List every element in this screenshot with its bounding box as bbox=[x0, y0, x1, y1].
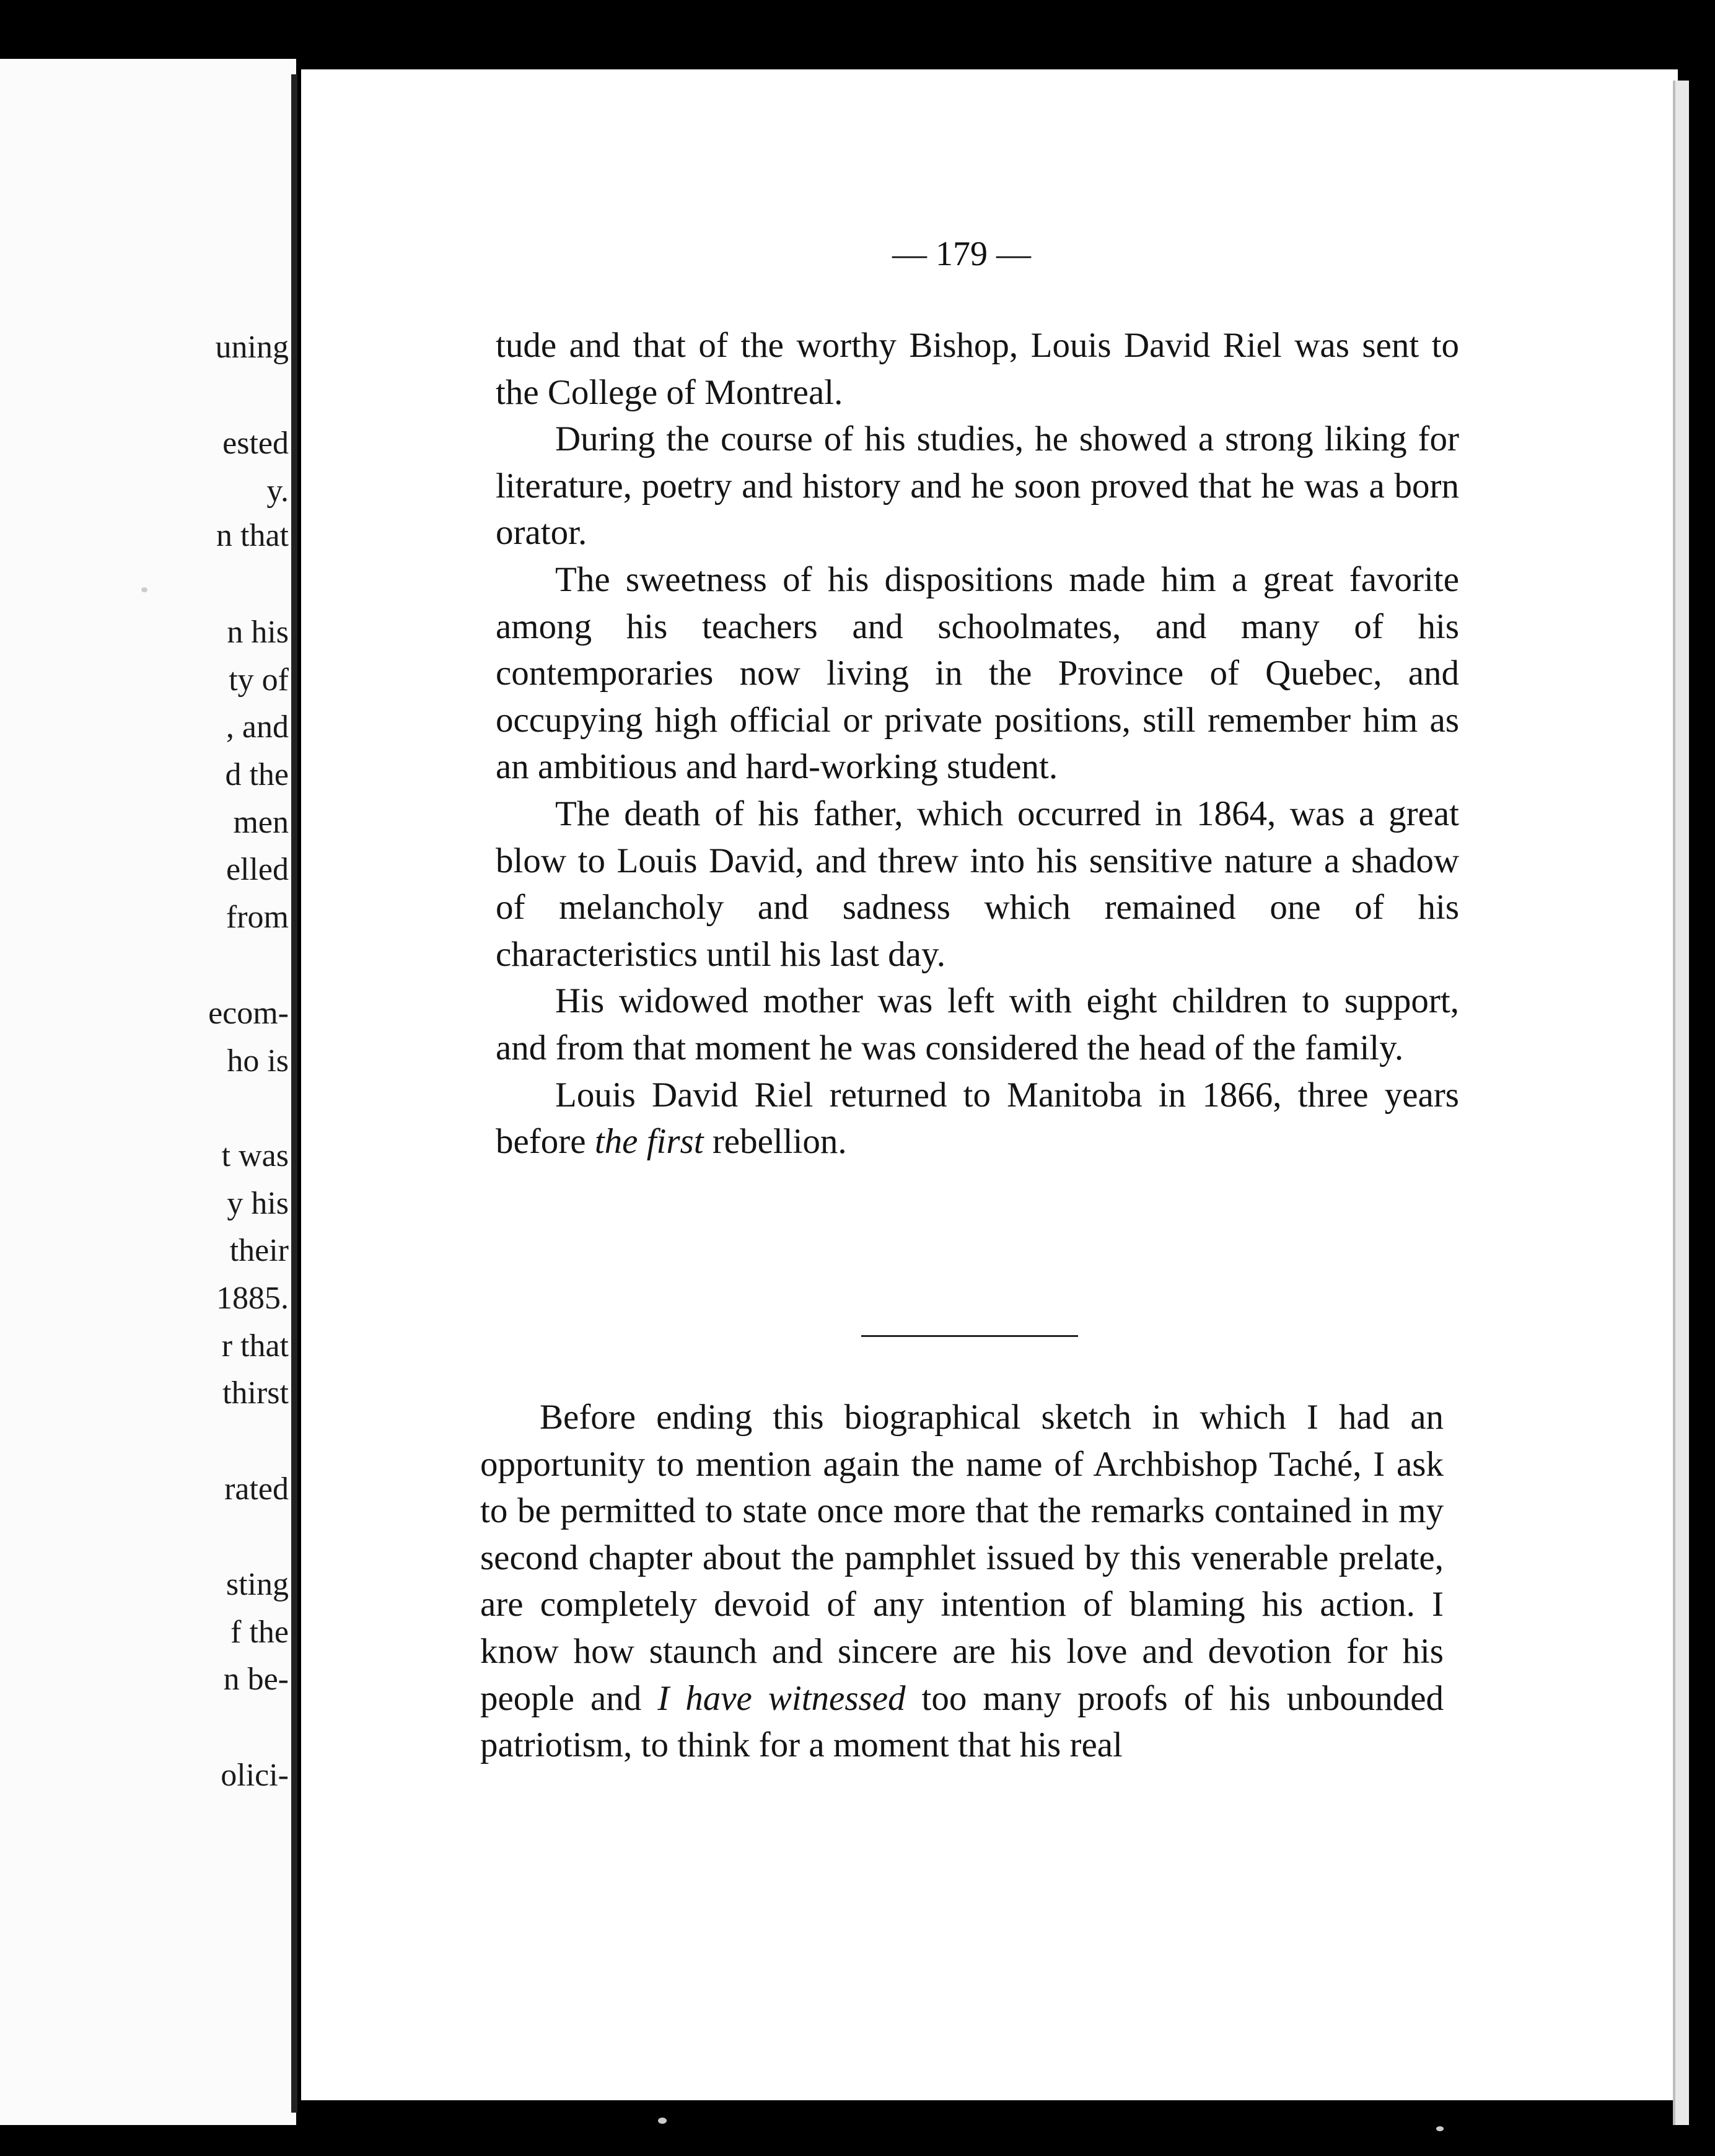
paragraph: His widowed mother was left with eight children to support, and from that moment he was considered the head of the family. bbox=[496, 981, 1459, 1067]
paragraph bbox=[496, 1072, 1459, 1165]
paragraph bbox=[480, 1394, 1444, 1769]
left-page-fragment: 1885. bbox=[216, 1281, 289, 1316]
left-page-fragment: r that bbox=[221, 1328, 289, 1364]
left-page-fragment: y. bbox=[266, 473, 289, 509]
paragraph-text: rebellion. bbox=[703, 1122, 847, 1162]
paragraph: The death of his father, which occurred in 1864, was a great blow to Louis David, and threw into his sensitive nature a shadow of melancholy and sadness which remained one of his characteristics until his last day. bbox=[496, 794, 1459, 974]
paragraph-text: Before ending this biographical sketch in which I had an opportunity to mention again the name of Archbishop Taché, I ask to be permitted to state once more that the remarks contained in my second chapter about the pamphlet issued by this venerable prelate, are completely devoid of any intention of blaming his action. I know how staunch and sincere are his love and devotion for his people and bbox=[480, 1398, 1444, 1718]
paragraph-text: Louis David Riel returned to Manitoba in 1866, three years before bbox=[496, 1075, 1459, 1162]
left-page-fragment: uning bbox=[215, 330, 289, 365]
left-page-fragment: n be- bbox=[223, 1662, 289, 1697]
left-page-fragment: , and bbox=[226, 709, 289, 745]
left-page-fragment: olici- bbox=[221, 1758, 289, 1793]
page-edge bbox=[1673, 81, 1689, 2125]
paragraph-text: too many proofs of his unbounded patriotism, to think for a moment that his real bbox=[480, 1678, 1444, 1765]
page-number: — 179 — bbox=[892, 235, 1031, 273]
left-page-fragment: rated bbox=[224, 1471, 289, 1507]
left-page-fragment: from bbox=[226, 900, 289, 935]
left-page-fragment: their bbox=[229, 1233, 289, 1268]
scan-speck bbox=[1436, 2126, 1444, 2131]
page-gutter bbox=[291, 74, 297, 2113]
left-page-fragment: thirst bbox=[222, 1375, 289, 1411]
left-page-fragment: ecom- bbox=[208, 996, 289, 1031]
scan-speck bbox=[658, 2118, 667, 2124]
left-facing-page bbox=[0, 59, 296, 2125]
left-page-fragment: y his bbox=[227, 1186, 289, 1221]
italic-phrase: I have witnessed bbox=[657, 1678, 906, 1718]
left-page-fragment: men bbox=[233, 805, 289, 840]
left-page-fragment: n his bbox=[227, 615, 289, 650]
paragraph: During the course of his studies, he showed a strong liking for literature, poetry and history and he soon proved that he was a born orator. bbox=[496, 419, 1459, 553]
italic-phrase: the first bbox=[594, 1122, 704, 1162]
section-divider bbox=[861, 1335, 1078, 1337]
left-page-fragment: n that bbox=[216, 518, 289, 553]
left-page-fragment: ty of bbox=[229, 662, 289, 698]
left-page-fragment: f the bbox=[230, 1615, 289, 1650]
scan-speck bbox=[141, 587, 147, 592]
left-page-fragment: ested bbox=[222, 426, 289, 461]
left-page-fragment: elled bbox=[226, 852, 289, 887]
left-page-fragment: t was bbox=[221, 1138, 289, 1173]
left-page-fragment: ho is bbox=[227, 1043, 289, 1079]
body-text-upper bbox=[496, 322, 1459, 1165]
left-page-fragment: sting bbox=[226, 1567, 289, 1602]
left-page-fragment: d the bbox=[225, 757, 289, 792]
paragraph: tude and that of the worthy Bishop, Louis David Riel was sent to the College of Montreal. bbox=[496, 326, 1459, 412]
body-text-lower bbox=[480, 1394, 1444, 1769]
paragraph: The sweetness of his dispositions made him a great favorite among his teachers and schoolmates, and many of his contemporaries now living in the Province of Quebec, and occupying high official or private positions, still remember him as an ambitious and hard-working student. bbox=[496, 559, 1459, 787]
